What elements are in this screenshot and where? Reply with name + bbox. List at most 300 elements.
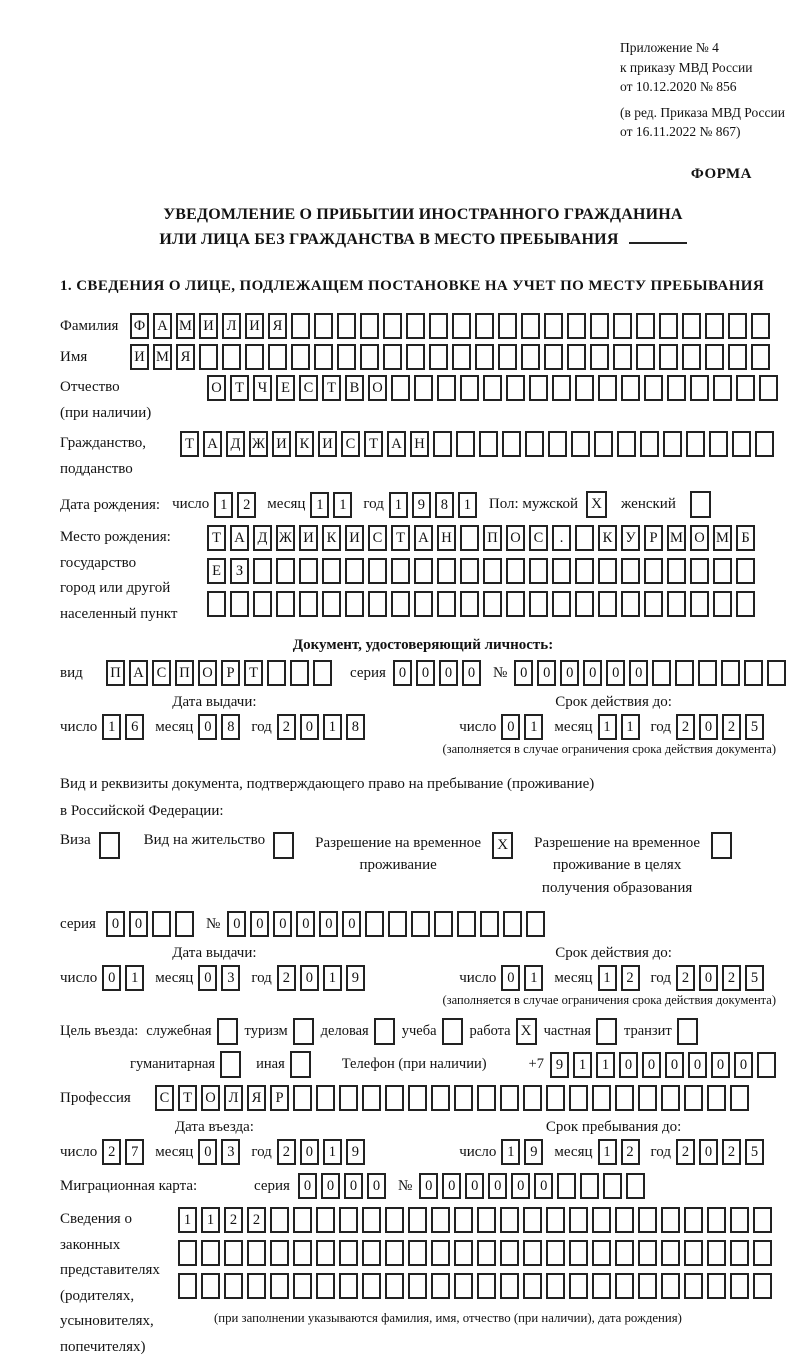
surname-grid (130, 313, 774, 339)
char-cell (767, 660, 786, 686)
option-temporary-residence-education-label: Разрешение на временное проживание в целях получения образования (534, 834, 701, 896)
identity-expiry-heading: Срок действия до: (555, 694, 672, 711)
char-cell (388, 911, 407, 937)
char-cell (245, 344, 264, 370)
phone-grid (550, 1052, 780, 1078)
phone-label: Телефон (при наличии) (341, 1056, 487, 1073)
appendix-line-3: от 10.12.2020 № 856 (620, 79, 737, 95)
entry-dates-row (60, 1119, 786, 1165)
identity-number-grid (514, 660, 790, 686)
char-cell (477, 1240, 496, 1266)
identity-expiry-year-cells (676, 714, 768, 740)
residence-expiry-col (459, 945, 768, 991)
day-label: число (459, 969, 497, 986)
residence-series-grid (106, 911, 198, 937)
year-label: год (251, 718, 272, 735)
char-cell (580, 1173, 599, 1199)
char-cell: П (106, 660, 125, 686)
char-cell (615, 1273, 634, 1299)
representatives-label-5: усыновителях, (60, 1313, 154, 1330)
char-cell (178, 1240, 197, 1266)
birth-place-label-3: город или другой (60, 580, 171, 597)
char-cell (613, 313, 632, 339)
representatives-label-4: (родителях, (60, 1287, 135, 1304)
char-cell: И (318, 431, 337, 457)
option-study-label: учеба (401, 1023, 437, 1040)
residence-expiry-group (459, 965, 768, 991)
citizenship-label-sub: подданство (60, 460, 133, 477)
char-cell (293, 1273, 312, 1299)
char-cell (713, 558, 732, 584)
char-cell: Т (244, 660, 263, 686)
char-cell: 0 (298, 1173, 317, 1199)
char-cell (414, 558, 433, 584)
char-cell (437, 375, 456, 401)
representatives-labels (60, 1207, 178, 1360)
char-cell (636, 313, 655, 339)
char-cell: 3 (221, 1139, 240, 1165)
char-cell (391, 558, 410, 584)
birth-place-grid-1 (207, 525, 759, 551)
char-cell (383, 344, 402, 370)
char-cell: 9 (412, 492, 431, 518)
char-cell (638, 1273, 657, 1299)
char-cell (368, 591, 387, 617)
char-cell (709, 431, 728, 457)
char-cell: 0 (711, 1052, 730, 1078)
char-cell: Ж (276, 525, 295, 551)
char-cell: А (153, 313, 172, 339)
char-cell: 9 (346, 965, 365, 991)
char-cell (546, 1207, 565, 1233)
char-cell: Т (178, 1085, 197, 1111)
option-tourism-label: туризм (244, 1023, 288, 1040)
char-cell: 1 (333, 492, 352, 518)
char-cell (483, 375, 502, 401)
char-cell: Т (180, 431, 199, 457)
char-cell: 0 (300, 714, 319, 740)
char-cell (178, 1273, 197, 1299)
char-cell: М (176, 313, 195, 339)
char-cell: К (598, 525, 617, 551)
char-cell (736, 558, 755, 584)
char-cell (592, 1085, 611, 1111)
char-cell (529, 558, 548, 584)
char-cell (638, 1207, 657, 1233)
char-cell (454, 1207, 473, 1233)
char-cell (406, 344, 425, 370)
char-cell (434, 911, 453, 937)
private-checkbox (596, 1018, 617, 1045)
char-cell (603, 1173, 622, 1199)
tourism-checkbox (293, 1018, 314, 1045)
char-cell: 0 (465, 1173, 484, 1199)
char-cell (316, 1207, 335, 1233)
char-cell (175, 911, 194, 937)
char-cell (636, 344, 655, 370)
char-cell: 8 (435, 492, 454, 518)
char-cell (299, 591, 318, 617)
residence-number-label: № (206, 915, 221, 932)
representatives-grid-3 (178, 1273, 776, 1299)
char-cell (460, 375, 479, 401)
char-cell: 1 (201, 1207, 220, 1233)
identity-document-heading: Документ, удостоверяющий личность: (292, 637, 554, 654)
char-cell (753, 1207, 772, 1233)
char-cell (684, 1240, 703, 1266)
given-name-grid (130, 344, 774, 370)
char-cell: 0 (300, 965, 319, 991)
char-cell (337, 344, 356, 370)
char-cell: 1 (310, 492, 329, 518)
char-cell (569, 1240, 588, 1266)
residence-issue-heading: Дата выдачи: (172, 945, 257, 962)
char-cell (339, 1207, 358, 1233)
char-cell: 6 (125, 714, 144, 740)
char-cell (707, 1273, 726, 1299)
char-cell: О (506, 525, 525, 551)
patronymic-label (60, 375, 207, 426)
year-label: год (251, 1143, 272, 1160)
char-cell (730, 1207, 749, 1233)
char-cell: 1 (389, 492, 408, 518)
char-cell (690, 591, 709, 617)
representatives-label-3: представителях (60, 1262, 160, 1279)
char-cell: 0 (342, 911, 361, 937)
stay-year-cells (676, 1139, 768, 1165)
char-cell: С (368, 525, 387, 551)
identity-issue-col (60, 694, 369, 740)
char-cell (621, 558, 640, 584)
char-cell: 2 (102, 1139, 121, 1165)
sex-female-checkbox (690, 491, 711, 518)
char-cell (575, 558, 594, 584)
char-cell: 1 (323, 965, 342, 991)
char-cell (498, 313, 517, 339)
identity-issue-month-cells (198, 714, 244, 740)
char-cell (437, 558, 456, 584)
char-cell: 0 (273, 911, 292, 937)
char-cell (521, 313, 540, 339)
char-cell (626, 1173, 645, 1199)
char-cell (552, 591, 571, 617)
birth-place-grid-2 (207, 558, 759, 584)
char-cell (529, 375, 548, 401)
forma-label: ФОРМА (690, 165, 752, 182)
appendix-line-2: к приказу МВД России (620, 59, 753, 75)
birth-month-cells (310, 492, 356, 518)
entry-date-col (60, 1119, 369, 1165)
month-label: месяц (554, 718, 593, 735)
char-cell: 5 (745, 1139, 764, 1165)
identity-expiry-month-cells (598, 714, 644, 740)
char-cell (477, 1273, 496, 1299)
profession-grid (155, 1085, 753, 1111)
birth-place-label-2: государство (60, 554, 137, 571)
identity-kind-row (60, 660, 786, 686)
patronymic-label-sub: (при наличии) (60, 404, 152, 421)
business-checkbox (374, 1018, 395, 1045)
char-cell (385, 1207, 404, 1233)
char-cell (268, 344, 287, 370)
char-cell (638, 1240, 657, 1266)
char-cell (322, 591, 341, 617)
identity-kind-label: вид (60, 665, 83, 682)
char-cell: 0 (488, 1173, 507, 1199)
char-cell (406, 313, 425, 339)
char-cell (299, 558, 318, 584)
option-temporary-residence (312, 832, 513, 877)
char-cell (431, 1085, 450, 1111)
identity-expiry-group (459, 714, 768, 740)
char-cell (362, 1240, 381, 1266)
char-cell (713, 591, 732, 617)
migration-number-grid (419, 1173, 649, 1199)
char-cell (590, 344, 609, 370)
char-cell (429, 313, 448, 339)
surname-label: Фамилия (60, 318, 119, 335)
entry-year-cells (277, 1139, 369, 1165)
char-cell (408, 1207, 427, 1233)
char-cell: 0 (537, 660, 556, 686)
profession-row (60, 1085, 786, 1111)
char-cell: О (198, 660, 217, 686)
char-cell: 0 (319, 911, 338, 937)
char-cell: Т (391, 525, 410, 551)
sex-label: Пол: мужской (488, 496, 579, 513)
char-cell: 2 (722, 714, 741, 740)
char-cell (431, 1240, 450, 1266)
char-cell: 2 (621, 1139, 640, 1165)
other-purpose-checkbox (290, 1051, 311, 1078)
identity-issue-group (60, 714, 369, 740)
citizenship-label-main: Гражданство, (60, 435, 147, 452)
char-cell: Ф (130, 313, 149, 339)
visit-purpose-row (60, 1018, 786, 1045)
char-cell (690, 558, 709, 584)
residence-issue-month-cells (198, 965, 244, 991)
char-cell: Д (253, 525, 272, 551)
char-cell: 3 (221, 965, 240, 991)
char-cell (337, 313, 356, 339)
option-temporary-residence-education (531, 832, 732, 900)
char-cell (454, 1085, 473, 1111)
char-cell (433, 431, 452, 457)
char-cell: 0 (560, 660, 579, 686)
char-cell: В (345, 375, 364, 401)
char-cell (621, 375, 640, 401)
char-cell (751, 313, 770, 339)
char-cell (345, 558, 364, 584)
char-cell (322, 558, 341, 584)
identity-issue-day-cells (102, 714, 148, 740)
char-cell: 0 (198, 965, 217, 991)
char-cell: А (414, 525, 433, 551)
citizenship-grid (180, 431, 778, 457)
residence-issue-group (60, 965, 369, 991)
char-cell (684, 1207, 703, 1233)
char-cell (661, 1240, 680, 1266)
char-cell (293, 1085, 312, 1111)
char-cell: 0 (699, 714, 718, 740)
char-cell (557, 1173, 576, 1199)
study-checkbox (442, 1018, 463, 1045)
char-cell: О (690, 525, 709, 551)
char-cell: И (299, 525, 318, 551)
identity-series-grid (393, 660, 485, 686)
entry-date-heading: Дата въезда: (174, 1119, 254, 1136)
identity-dates-row (60, 694, 786, 740)
char-cell: У (621, 525, 640, 551)
migration-card-label: Миграционная карта: (60, 1178, 198, 1195)
char-cell (314, 344, 333, 370)
char-cell: Р (221, 660, 240, 686)
citizenship-row (60, 431, 786, 482)
char-cell: 0 (699, 1139, 718, 1165)
char-cell (314, 313, 333, 339)
char-cell (707, 1207, 726, 1233)
birth-year-cells (389, 492, 481, 518)
char-cell: Я (268, 313, 287, 339)
identity-kind-grid (106, 660, 336, 686)
char-cell (569, 1085, 588, 1111)
char-cell: 5 (745, 714, 764, 740)
char-cell: К (322, 525, 341, 551)
representatives-grid-2 (178, 1240, 776, 1266)
char-cell (345, 591, 364, 617)
residence-number-grid (227, 911, 549, 937)
char-cell (452, 344, 471, 370)
char-cell: 1 (458, 492, 477, 518)
char-cell: 2 (621, 965, 640, 991)
char-cell (755, 431, 774, 457)
residence-expiry-month-cells (598, 965, 644, 991)
char-cell: Р (270, 1085, 289, 1111)
char-cell: 0 (250, 911, 269, 937)
char-cell (613, 344, 632, 370)
birth-place-label-4: населенный пункт (60, 605, 178, 622)
char-cell (247, 1273, 266, 1299)
char-cell: А (230, 525, 249, 551)
residence-series-label: серия (60, 916, 96, 933)
profession-label: Профессия (60, 1090, 131, 1107)
option-residence-permit (144, 832, 294, 859)
form-title (60, 203, 786, 253)
char-cell (480, 911, 499, 937)
representatives-label-6: попечителях) (60, 1338, 146, 1355)
residence-intro-line-2: в Российской Федерации: (60, 802, 224, 819)
char-cell: 0 (511, 1173, 530, 1199)
char-cell (290, 660, 309, 686)
char-cell (705, 344, 724, 370)
char-cell (506, 591, 525, 617)
year-label: год (251, 969, 272, 986)
migration-series-grid (298, 1173, 390, 1199)
char-cell (661, 1207, 680, 1233)
residence-expiry-heading: Срок действия до: (555, 945, 672, 962)
entry-date-group (60, 1139, 369, 1165)
char-cell: 2 (722, 1139, 741, 1165)
char-cell: 0 (439, 660, 458, 686)
char-cell: С (341, 431, 360, 457)
char-cell: 9 (346, 1139, 365, 1165)
char-cell (500, 1207, 519, 1233)
char-cell: 0 (501, 714, 520, 740)
official-checkbox (217, 1018, 238, 1045)
char-cell (483, 558, 502, 584)
appendix-line-1: Приложение № 4 (620, 40, 719, 55)
char-cell (686, 431, 705, 457)
char-cell (667, 375, 686, 401)
char-cell (621, 591, 640, 617)
char-cell: 2 (676, 1139, 695, 1165)
char-cell: 1 (125, 965, 144, 991)
char-cell (460, 558, 479, 584)
stay-until-heading: Срок пребывания до: (545, 1119, 682, 1136)
char-cell (707, 1240, 726, 1266)
char-cell: Е (207, 558, 226, 584)
char-cell: 0 (102, 965, 121, 991)
char-cell (267, 660, 286, 686)
residence-validity-note: (заполняется в случае ограничения срока действия документа) (442, 993, 776, 1008)
phone-prefix: +7 (528, 1056, 544, 1073)
form-title-line-2 (60, 228, 786, 253)
char-cell (385, 1240, 404, 1266)
char-cell: 1 (596, 1052, 615, 1078)
char-cell (567, 313, 586, 339)
char-cell (454, 1240, 473, 1266)
char-cell: 8 (346, 714, 365, 740)
char-cell: Т (207, 525, 226, 551)
char-cell: 1 (573, 1052, 592, 1078)
char-cell: 1 (524, 714, 543, 740)
char-cell: С (529, 525, 548, 551)
patronymic-row (60, 375, 786, 426)
char-cell: О (201, 1085, 220, 1111)
day-label: число (60, 1143, 98, 1160)
char-cell: С (299, 375, 318, 401)
char-cell (500, 1273, 519, 1299)
birth-place-grids (207, 525, 759, 624)
residence-options-row (60, 832, 786, 900)
char-cell (457, 911, 476, 937)
char-cell (659, 344, 678, 370)
char-cell: 0 (442, 1173, 461, 1199)
char-cell: 0 (606, 660, 625, 686)
char-cell: 0 (501, 965, 520, 991)
char-cell: М (667, 525, 686, 551)
char-cell (365, 911, 384, 937)
option-work-label: работа (469, 1023, 511, 1040)
char-cell (360, 313, 379, 339)
char-cell: 0 (665, 1052, 684, 1078)
char-cell: 0 (393, 660, 412, 686)
char-cell (431, 1207, 450, 1233)
char-cell: 0 (419, 1173, 438, 1199)
month-label: месяц (554, 969, 593, 986)
char-cell (736, 591, 755, 617)
surname-row (60, 313, 786, 339)
char-cell (429, 344, 448, 370)
char-cell (615, 1207, 634, 1233)
char-cell (385, 1273, 404, 1299)
char-cell: К (295, 431, 314, 457)
given-name-label: Имя (60, 349, 88, 366)
birth-place-grid-3 (207, 591, 759, 617)
char-cell (408, 1240, 427, 1266)
char-cell: 5 (745, 965, 764, 991)
birth-place-label-1: Место рождения: (60, 529, 171, 546)
